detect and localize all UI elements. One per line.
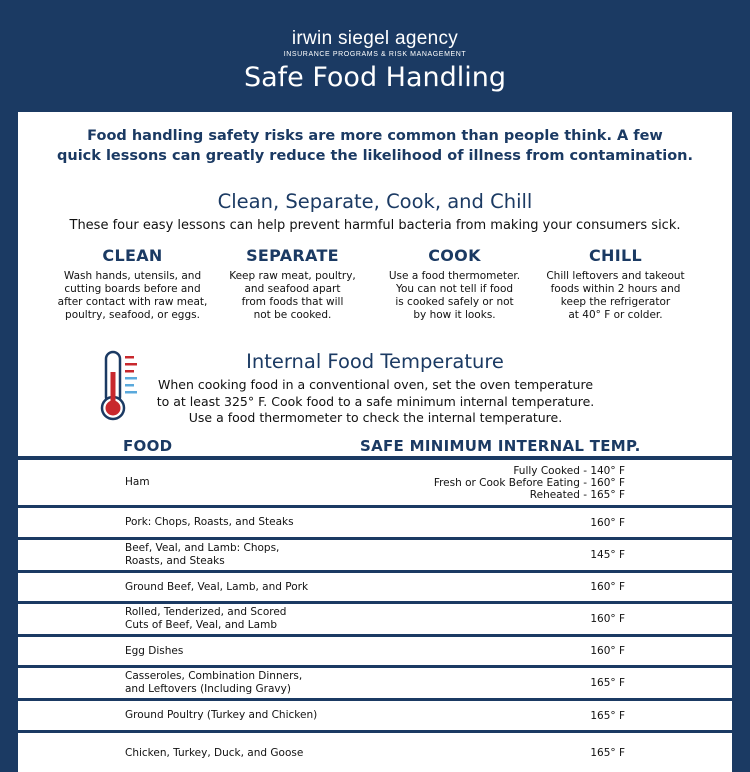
lessons-grid — [18, 246, 732, 326]
intro-line: Food handling safety risks are more common than people think. A few — [87, 128, 663, 144]
page-header — [0, 0, 750, 112]
lesson-line: keep the refrigerator — [560, 296, 671, 308]
food-cell: Ground Poultry (Turkey and Chicken) — [125, 709, 318, 721]
lesson-line: at 40° F or colder. — [568, 309, 663, 321]
lesson-line: poultry, seafood, or eggs. — [65, 309, 200, 321]
food-cell: Beef, Veal, and Lamb: Chops, Roasts, and Steaks — [125, 542, 280, 567]
temp-cell: 160° F — [590, 516, 625, 529]
column-header-temp: SAFE MINIMUM INTERNAL TEMP. — [360, 437, 641, 455]
lesson-separate — [210, 246, 375, 322]
table-row — [18, 637, 732, 668]
lesson-title: CLEAN — [102, 246, 163, 265]
lesson-line: foods within 2 hours and — [550, 283, 681, 295]
temp-cell: 160° F — [590, 581, 625, 593]
lesson-line: Chill leftovers and takeout — [546, 270, 685, 282]
page-title: Safe Food Handling — [243, 62, 507, 93]
lesson-line: Keep raw meat, poultry, — [229, 270, 356, 282]
temp-cell: 165° F — [590, 709, 625, 722]
food-cell: Chicken, Turkey, Duck, and Goose — [125, 746, 304, 759]
lesson-text — [50, 270, 215, 322]
lesson-line: Use a food thermometer. — [388, 270, 521, 282]
lesson-line: Wash hands, utensils, and — [63, 270, 202, 282]
lesson-line: and seafood apart — [244, 283, 341, 295]
lesson-line: not be cooked. — [253, 309, 332, 321]
lesson-line: You can not tell if food — [395, 283, 514, 295]
temperature-intro — [138, 377, 613, 427]
food-cell: Ground Beef, Veal, Lamb, and Pork — [125, 580, 309, 593]
food-cell: Egg Dishes — [125, 644, 184, 657]
lesson-line: cutting boards before and — [64, 283, 201, 295]
content-card — [18, 112, 732, 772]
table-row — [18, 508, 732, 540]
table-row — [18, 540, 732, 573]
lesson-text — [210, 270, 375, 322]
lesson-clean — [50, 246, 215, 322]
table-row — [18, 573, 732, 604]
intro-text — [18, 126, 732, 166]
lesson-text — [533, 270, 698, 322]
temp-cell: Fully Cooked - 140° F Fresh or Cook Before Eating - 160° F Reheated - 165° F — [433, 464, 625, 501]
temperature-table — [18, 460, 732, 765]
food-cell: Rolled, Tenderized, and Scored Cuts of Beef, Veal, and Lamb — [125, 606, 287, 631]
temp-cell: 160° F — [590, 645, 625, 657]
temp-cell: 145° F — [590, 549, 625, 561]
food-cell: Pork: Chops, Roasts, and Steaks — [125, 516, 294, 528]
lesson-chill — [533, 246, 698, 322]
temp-cell: 165° F — [590, 677, 625, 689]
temp-cell: 160° F — [590, 613, 625, 625]
lesson-title: SEPARATE — [246, 246, 339, 265]
food-cell: Ham — [125, 476, 150, 488]
lesson-line: from foods that will — [241, 296, 344, 308]
lessons-subtitle: These four easy lessons can help prevent harmful bacteria from making your consumers sick. — [69, 218, 681, 233]
lesson-line: by how it looks. — [413, 309, 496, 321]
lesson-text — [372, 270, 537, 322]
table-row — [18, 733, 732, 765]
food-cell: Casseroles, Combination Dinners, and Leftovers (Including Gravy) — [125, 670, 303, 695]
temperature-line: to at least 325° F. Cook food to a safe minimum internal temperature. — [156, 393, 595, 409]
table-row — [18, 460, 732, 508]
temperature-line: When cooking food in a conventional oven, set the oven temperature — [157, 377, 594, 392]
brand-name: irwin siegel agency — [291, 28, 459, 49]
temp-cell: 165° F — [590, 747, 625, 759]
table-row — [18, 701, 732, 733]
intro-line: quick lessons can greatly reduce the likelihood of illness from contamination. — [57, 148, 693, 164]
column-header-food: FOOD — [123, 437, 173, 455]
temperature-line: Use a food thermometer to check the internal temperature. — [188, 410, 563, 425]
lesson-cook — [372, 246, 537, 322]
lesson-title: CHILL — [589, 246, 642, 265]
temperature-title: Internal Food Temperature — [246, 350, 504, 373]
table-row — [18, 604, 732, 637]
lesson-line: after contact with raw meat, — [57, 296, 208, 308]
brand-tagline: INSURANCE PROGRAMS & RISK MANAGEMENT — [283, 51, 467, 58]
lesson-title: COOK — [428, 246, 481, 265]
lesson-line: is cooked safely or not — [395, 296, 514, 308]
lessons-title: Clean, Separate, Cook, and Chill — [217, 190, 533, 213]
table-row — [18, 668, 732, 701]
